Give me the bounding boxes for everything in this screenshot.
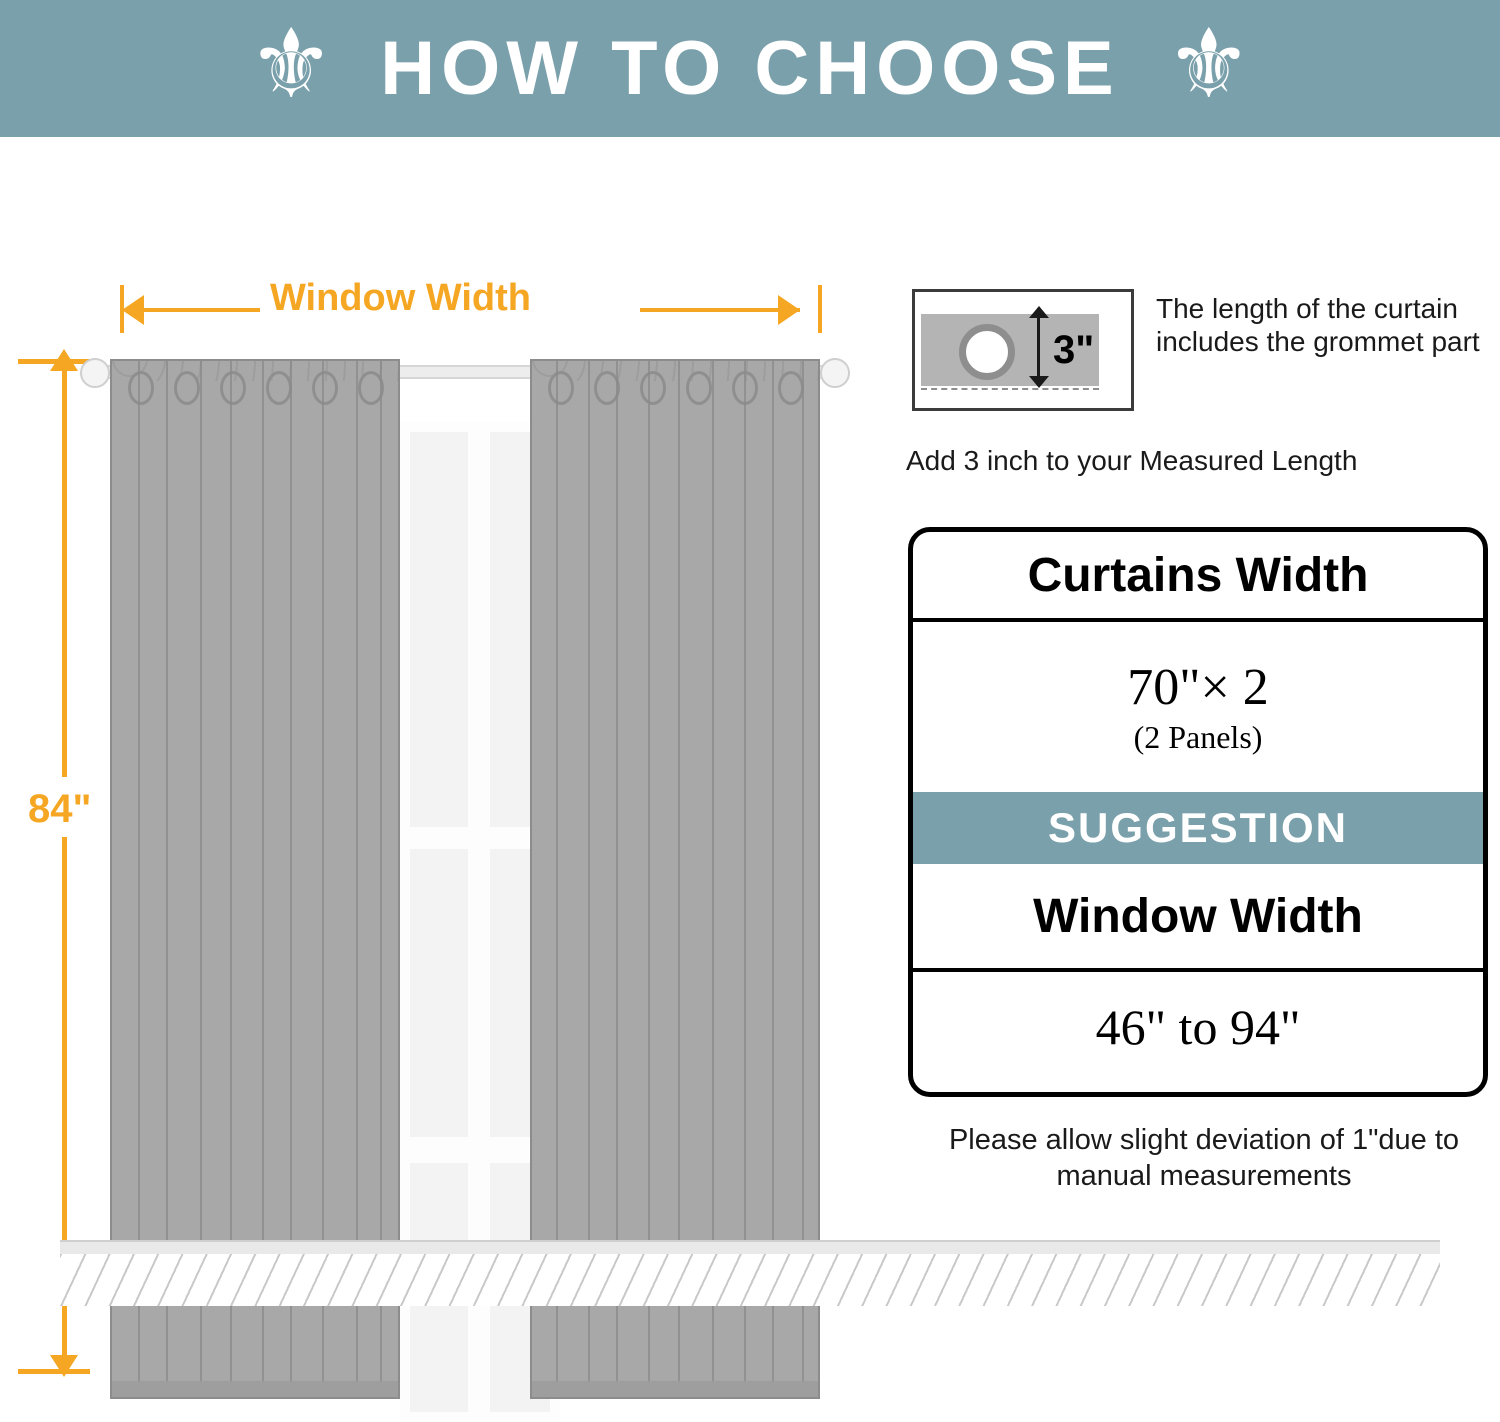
window-width-arrow-line-left <box>130 308 260 312</box>
height-arrow-line-top <box>62 362 67 777</box>
grommet-icon <box>312 371 338 405</box>
grommet-measure-label: 3" <box>1053 328 1095 372</box>
window-width-title: Window Width <box>913 864 1483 972</box>
grommet-icon <box>640 371 666 405</box>
grommet-icon <box>548 371 574 405</box>
rod-finial-right <box>820 358 850 388</box>
grommet-icon <box>174 371 200 405</box>
arrow-down-icon <box>50 1355 78 1377</box>
fleur-de-lis-icon-left: ⚜ <box>248 10 335 118</box>
window-width-range: 46" to 94" <box>1095 999 1301 1055</box>
grommet-icon <box>220 371 246 405</box>
curtain-header-scallop <box>532 359 818 381</box>
page-title: HOW TO CHOOSE <box>380 26 1120 111</box>
info-column <box>900 137 1500 1404</box>
curtain-diagram <box>0 137 900 1404</box>
grommet-icon <box>778 371 804 405</box>
arrow-down-icon <box>1029 376 1049 388</box>
curtains-panel-count: (2 Panels) <box>1133 719 1263 755</box>
grommet-dashed-line <box>921 388 1099 390</box>
grommet-icon <box>266 371 292 405</box>
deviation-note: Please allow slight deviation of 1"due to manual measurements <box>948 1124 1460 1193</box>
header-banner <box>0 0 1500 137</box>
rod-finial-left <box>80 358 110 388</box>
fleur-de-lis-icon-right: ⚜ <box>1165 10 1252 118</box>
curtain-height-label: 84" <box>28 787 92 831</box>
grommet-icon <box>128 371 154 405</box>
suggestion-band: SUGGESTION <box>913 792 1483 864</box>
grommet-detail-figure <box>912 289 1134 411</box>
window-width-tick-right <box>818 285 822 333</box>
curtains-width-value: 70"× 2 <box>1127 659 1269 716</box>
arrow-right-icon <box>778 295 800 325</box>
curtain-hem <box>112 1381 398 1397</box>
grommet-ring-icon <box>959 324 1015 380</box>
grommet-note: The length of the curtain includes the grommet part <box>1156 293 1480 358</box>
window-width-label: Window Width <box>270 277 532 319</box>
arrow-left-icon <box>122 295 144 325</box>
curtains-width-title: Curtains Width <box>913 532 1483 622</box>
suggestion-card <box>908 527 1488 1097</box>
window-width-arrow-line-right <box>640 308 800 312</box>
grommet-icon <box>686 371 712 405</box>
grommet-add-length-note: Add 3 inch to your Measured Length <box>906 445 1358 476</box>
curtain-hem <box>532 1381 818 1397</box>
curtains-width-value-block <box>913 622 1483 792</box>
